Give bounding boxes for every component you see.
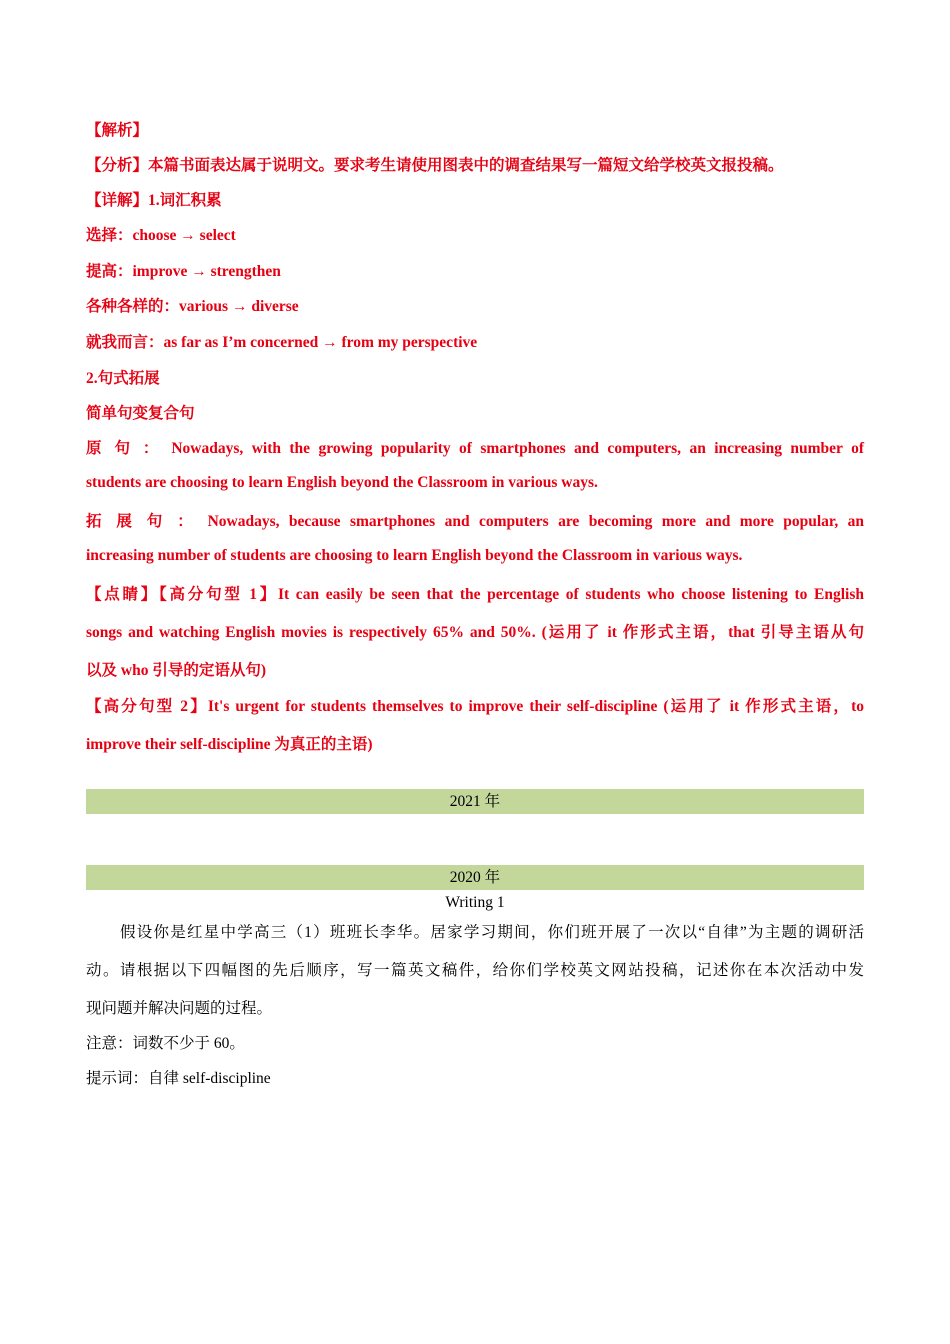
expanded-sentence-line-2: increasing number of students are choosing to learn English beyond the Classroom in various ways. [86, 547, 743, 564]
task-hint: 提示词：自律 self-discipline [86, 1070, 271, 1087]
sentence-subheading: 简单句变复合句 [86, 405, 195, 422]
dianjing-line-3: 以及 who 引导的定语从句) [86, 662, 266, 679]
sentence-heading: 2.句式拓展 [86, 370, 160, 387]
original-sentence-line-1: 原 句 ： Nowadays, with the growing popularity of smartphones and computers, an increasing number of [86, 440, 864, 457]
year-2021-band: 2021 年 [86, 789, 864, 814]
expanded-sentence-line-1: 拓 展 句 ： Nowadays, because smartphones and computers are becoming more and more popular, an [86, 513, 864, 530]
original-sentence-line-2: students are choosing to learn English beyond the Classroom in various ways. [86, 474, 598, 491]
analysis-header: 【解析】 [86, 122, 149, 139]
task-note: 注意：词数不少于 60。 [86, 1035, 245, 1052]
writing-title: Writing 1 [445, 894, 505, 911]
dianjing-line-1: 【点睛】【高分句型 1】It can easily be seen that the percentage of students who choose listening to English [86, 586, 864, 603]
task-paragraph-line-2: 动。请根据以下四幅图的先后顺序，写一篇英文稿件，给你们学校英文网站投稿，记述你在本次活动中发 [86, 962, 864, 979]
dianjing-line-2: songs and watching English movies is respectively 65% and 50%. (运用了 it 作形式主语，that 引导主语从句 [86, 624, 864, 641]
analysis-fenxi: 【分析】本篇书面表达属于说明文。要求考生请使用图表中的调查结果写一篇短文给学校英文报投稿。 [86, 157, 784, 174]
task-paragraph-line-3: 现问题并解决问题的过程。 [86, 1000, 273, 1017]
vocab-item-choose: 选择：choose → select [86, 227, 236, 244]
task-paragraph-line-1: 假设你是红星中学高三（1）班班长李华。居家学习期间，你们班开展了一次以“自律”为主题的调研活 [120, 924, 864, 941]
gaofen2-line-2: improve their self-discipline 为真正的主语) [86, 736, 373, 753]
vocab-item-various: 各种各样的：various → diverse [86, 298, 299, 315]
gaofen2-line-1: 【高分句型 2】It's urgent for students themselves to improve their self-discipline (运用了 it 作形式主语，to [86, 698, 864, 715]
vocab-item-improve: 提高：improve → strengthen [86, 263, 281, 280]
year-2020-band: 2020 年 [86, 865, 864, 890]
analysis-xiangjie: 【详解】1.词汇积累 [86, 192, 222, 209]
vocab-item-perspective: 就我而言：as far as I’m concerned → from my perspective [86, 334, 478, 351]
